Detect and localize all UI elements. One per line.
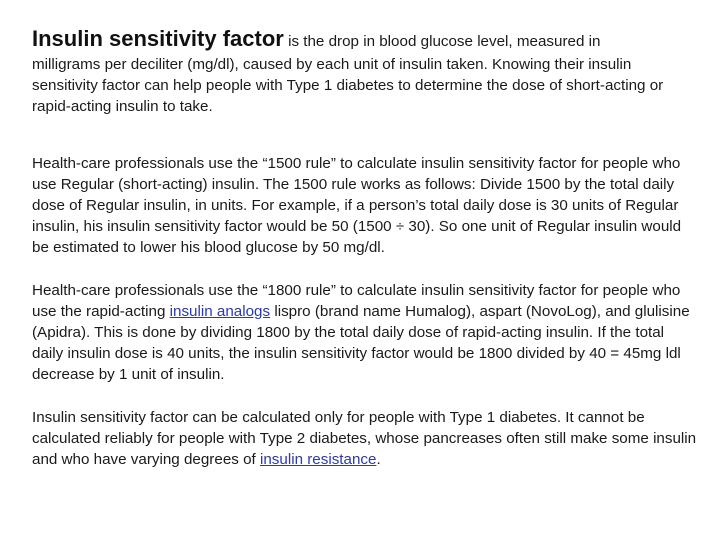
definition-lead: is the drop in blood glucose level, measured in — [283, 33, 601, 50]
type2-note-before-link: Insulin sensitivity factor can be calculated only for people with Type 1 diabetes. It cannot be calculated reliably for people with Type 2 diabetes, whose pancreases often still make some insulin and who have varying degrees of — [32, 408, 697, 469]
slide-content — [32, 24, 698, 470]
rule-1500-text: Health-care professionals use the “1500 rule” to calculate insulin sensitivity factor for people who use Regular (short-acting) insulin. The 1500 rule works as follows: Divide 1500 by the total daily dose of Regular insulin, in units. For example, if a person’s total daily dose is 30 units of Regular insulin, his insulin sensitivity factor would be 50 (1500 ÷ 30). So one unit of Regular insulin would be estimated to lower his blood glucose by 50 mg/dl. — [32, 154, 682, 257]
definition-text: milligrams per deciliter (mg/dl), caused by each unit of insulin taken. Knowing their insulin sensitivity factor can help people with Type 1 diabetes to determine the dose of short-acting or rapid-acting insulin to take. — [32, 56, 664, 116]
term-heading: Insulin sensitivity factor — [32, 26, 284, 51]
rule-1800-after-link: lispro (brand name Humalog), aspart (NovoLog), and glulisine (Apidra). This is done by dividing 1800 by the total daily dose of rapid-acting insulin. If the total daily insulin dose is 40 units, the insulin sensitivity factor would be 1800 divided by 40 = 45mg ldl decrease by 1 unit of insulin. — [32, 302, 690, 384]
paragraph-definition — [32, 24, 698, 118]
insulin-analogs-link[interactable]: insulin analogs — [169, 302, 271, 320]
paragraph-1500-rule — [32, 153, 698, 259]
type2-note-after-link: . — [376, 451, 381, 469]
insulin-resistance-link[interactable]: insulin resistance — [259, 451, 377, 469]
paragraph-1800-rule — [32, 280, 698, 386]
paragraph-type2-note — [32, 407, 698, 471]
rule-1800-before-link: Health-care professionals use the “1800 rule” to calculate insulin sensitivity factor for people who use the rapid-acting — [32, 281, 681, 320]
